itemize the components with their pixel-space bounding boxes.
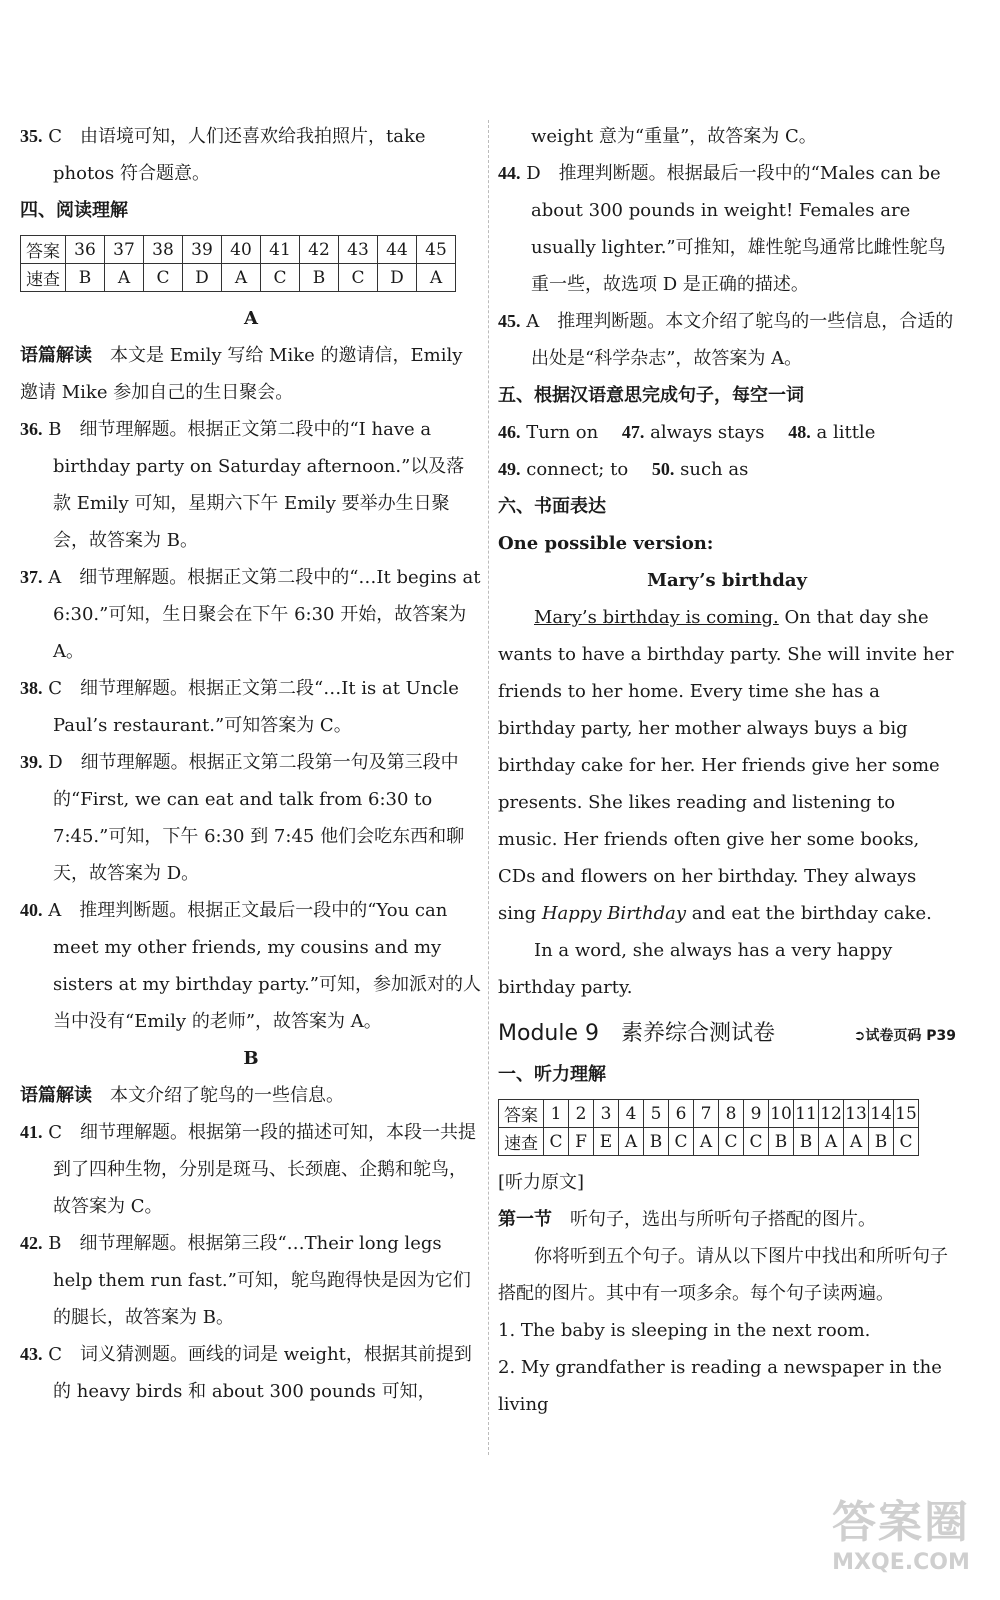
listening-answer-cell: A [619, 1128, 644, 1156]
listening-number-cell: 9 [744, 1100, 769, 1128]
reading-answer-cell: B [66, 264, 105, 292]
essay-paragraph-2: In a word, she always has a very happy birthday party. [498, 940, 893, 998]
listening-number-cell: 10 [769, 1100, 794, 1128]
reading-answer-cell: A [417, 264, 456, 292]
listening-answer-cell: C [719, 1128, 744, 1156]
column-divider [488, 120, 489, 1455]
part-b-heading: B [243, 1048, 259, 1069]
reading-number-cell: 41 [261, 236, 300, 264]
question-40: 40. A 推理判断题。根据正文最后一段中的“You can meet my other friends, my cousins and my sisters at my birthday party.”可知，参加派对的人当中没有“Emily 的老师”，故答案为 A。 [20, 900, 481, 1032]
answer-table-1-15: 答案 1 2 3 4 5 6 7 8 9 10 11 12 13 14 15 速查 C F E A B C A C C B B A A B C [498, 1099, 919, 1156]
listening-number-cell: 14 [869, 1100, 894, 1128]
question-41: 41. C 细节理解题。根据第一段的描述可知，本段一共提到了四种生物，分别是斑马、长颈鹿、企鹅和鸵鸟，故答案为 C。 [20, 1122, 477, 1217]
passage-b-summary: 语篇解读 本文介绍了鸵鸟的一些信息。 [20, 1085, 344, 1106]
listening-instruction: 你将听到五个句子。请从以下图片中找出和所听句子搭配的图片。其中有一项多余。每个句子读两遍。 [498, 1246, 948, 1304]
question-44: 44. D 推理判断题。根据最后一段中的“Males can be about 300 pounds in weight! Females are usually lighter.”可推知，雄性鸵鸟通常比雌性鸵鸟重一些，故选项 D 是正确的描述。 [498, 163, 946, 295]
reading-number-cell: 43 [339, 236, 378, 264]
reading-number-cell: 45 [417, 236, 456, 264]
section-complete-sentences: 五、根据汉语意思完成句子，每空一词 [498, 385, 804, 406]
question-39: 39. D 细节理解题。根据正文第二段第一句及第三段中的“First, we can eat and talk from 6:30 to 7:45.”可知，下午 6:30 到 7:45 他们会吃东西和聊天，故答案为 D。 [20, 752, 465, 884]
listening-number-cell: 2 [569, 1100, 594, 1128]
fill-answers-row-2: 49. connect; to 50. such as [498, 459, 749, 480]
essay-title: Mary’s birthday [647, 570, 807, 591]
left-column [20, 118, 482, 1410]
listening-answer-cell: B [869, 1128, 894, 1156]
listening-number-cell: 11 [794, 1100, 819, 1128]
listening-answer-cell: C [894, 1128, 919, 1156]
listening-answer-cell: C [669, 1128, 694, 1156]
listening-answer-cell: A [694, 1128, 719, 1156]
question-43: 43. C 词义猜测题。画线的词是 weight，根据其前提到的 heavy birds 和 about 300 pounds 可知， [20, 1344, 472, 1402]
module-title: Module 9 素养综合测试卷 [498, 1021, 775, 1046]
listening-answer-cell: A [819, 1128, 844, 1156]
section-reading: 四、阅读理解 [20, 200, 128, 221]
reading-number-cell: 39 [183, 236, 222, 264]
part-a-heading: A [244, 308, 258, 329]
reading-answer-cell: D [378, 264, 417, 292]
reading-answer-cell: A [222, 264, 261, 292]
reading-number-cell: 36 [66, 236, 105, 264]
reading-number-cell: 37 [105, 236, 144, 264]
listening-number-cell: 8 [719, 1100, 744, 1128]
reading-answer-cell: C [339, 264, 378, 292]
reading-answer-cell: A [105, 264, 144, 292]
question-38: 38. C 细节理解题。根据正文第二段“…It is at Uncle Paul’s restaurant.”可知答案为 C。 [20, 678, 459, 736]
listening-number-cell: 12 [819, 1100, 844, 1128]
question-35: 35. C 由语境可知，人们还喜欢给我拍照片，take photos 符合题意。 [20, 126, 426, 184]
listening-number-cell: 7 [694, 1100, 719, 1128]
section-writing: 六、书面表达 [498, 496, 606, 517]
listening-answer-cell: C [744, 1128, 769, 1156]
module-header [498, 1014, 956, 1056]
reading-number-cell: 44 [378, 236, 417, 264]
sentence-1: 1. The baby is sleeping in the next room. [498, 1320, 871, 1341]
reading-answer-cell: C [144, 264, 183, 292]
answer-table-36-45: 答案 36 37 38 39 40 41 42 43 44 45 速查 B A C D A C B C D A [20, 235, 456, 292]
essay-paragraph-1: Mary’s birthday is coming. On that day she wants to have a birthday party. She will invite her friends to her home. Every time she has a birthday party, her mother always buys a big birthday cake for her. Her friends give her some presents. She likes reading and listening to music. Her friends often give her some books, CDs and flowers on her birthday. They always sing Happy Birthday and eat the birthday cake. [498, 607, 954, 924]
question-36: 36. B 细节理解题。根据正文第二段中的“I have a birthday party on Saturday afternoon.”以及落款 Emily 可知，星期六下午 Emily 要举办生日聚会，故答案为 B。 [20, 419, 465, 551]
listening-number-cell: 13 [844, 1100, 869, 1128]
right-column [498, 118, 956, 1423]
listening-number-cell: 4 [619, 1100, 644, 1128]
sentence-2: 2. My grandfather is reading a newspaper in the living [498, 1357, 942, 1415]
listening-script-header: [听力原文] [498, 1172, 585, 1193]
reading-number-cell: 38 [144, 236, 183, 264]
question-37: 37. A 细节理解题。根据正文第二段中的“…It begins at 6:30.”可知，生日聚会在下午 6:30 开始，故答案为 A。 [20, 567, 481, 662]
listening-answer-cell: F [569, 1128, 594, 1156]
listening-number-cell: 15 [894, 1100, 919, 1128]
listening-answer-cell: B [769, 1128, 794, 1156]
listening-answer-cell: B [644, 1128, 669, 1156]
listening-answer-cell: E [594, 1128, 619, 1156]
reading-number-cell: 42 [300, 236, 339, 264]
listening-number-cell: 5 [644, 1100, 669, 1128]
question-43-continued: weight 意为“重量”，故答案为 C。 [531, 126, 817, 147]
listening-answer-cell: B [794, 1128, 819, 1156]
part-1-heading: 第一节 听句子，选出与所听句子搭配的图片。 [498, 1209, 876, 1230]
listening-number-cell: 3 [594, 1100, 619, 1128]
possible-version-label: One possible version: [498, 533, 714, 554]
watermark-logo: 答案圈 MXQE.COM [832, 1497, 970, 1575]
reading-answer-cell: C [261, 264, 300, 292]
section-listening: 一、听力理解 [498, 1064, 606, 1085]
question-45: 45. A 推理判断题。本文介绍了鸵鸟的一些信息，合适的出处是“科学杂志”，故答案为 A。 [498, 311, 954, 369]
fill-answers-row-1: 46. Turn on 47. always stays 48. a little [498, 422, 876, 443]
listening-number-cell: 6 [669, 1100, 694, 1128]
listening-answer-cell: A [844, 1128, 869, 1156]
listening-number-cell: 1 [544, 1100, 569, 1128]
listening-answer-cell: C [544, 1128, 569, 1156]
page-reference: ➲试卷页码 P39 [853, 1028, 956, 1044]
reading-answer-cell: D [183, 264, 222, 292]
reading-answer-cell: B [300, 264, 339, 292]
question-42: 42. B 细节理解题。根据第三段“…Their long legs help them run fast.”可知，鸵鸟跑得快是因为它们的腿长，故答案为 B。 [20, 1233, 471, 1328]
passage-a-summary: 语篇解读 本文是 Emily 写给 Mike 的邀请信，Emily 邀请 Mike 参加自己的生日聚会。 [20, 345, 463, 403]
reading-number-cell: 40 [222, 236, 261, 264]
